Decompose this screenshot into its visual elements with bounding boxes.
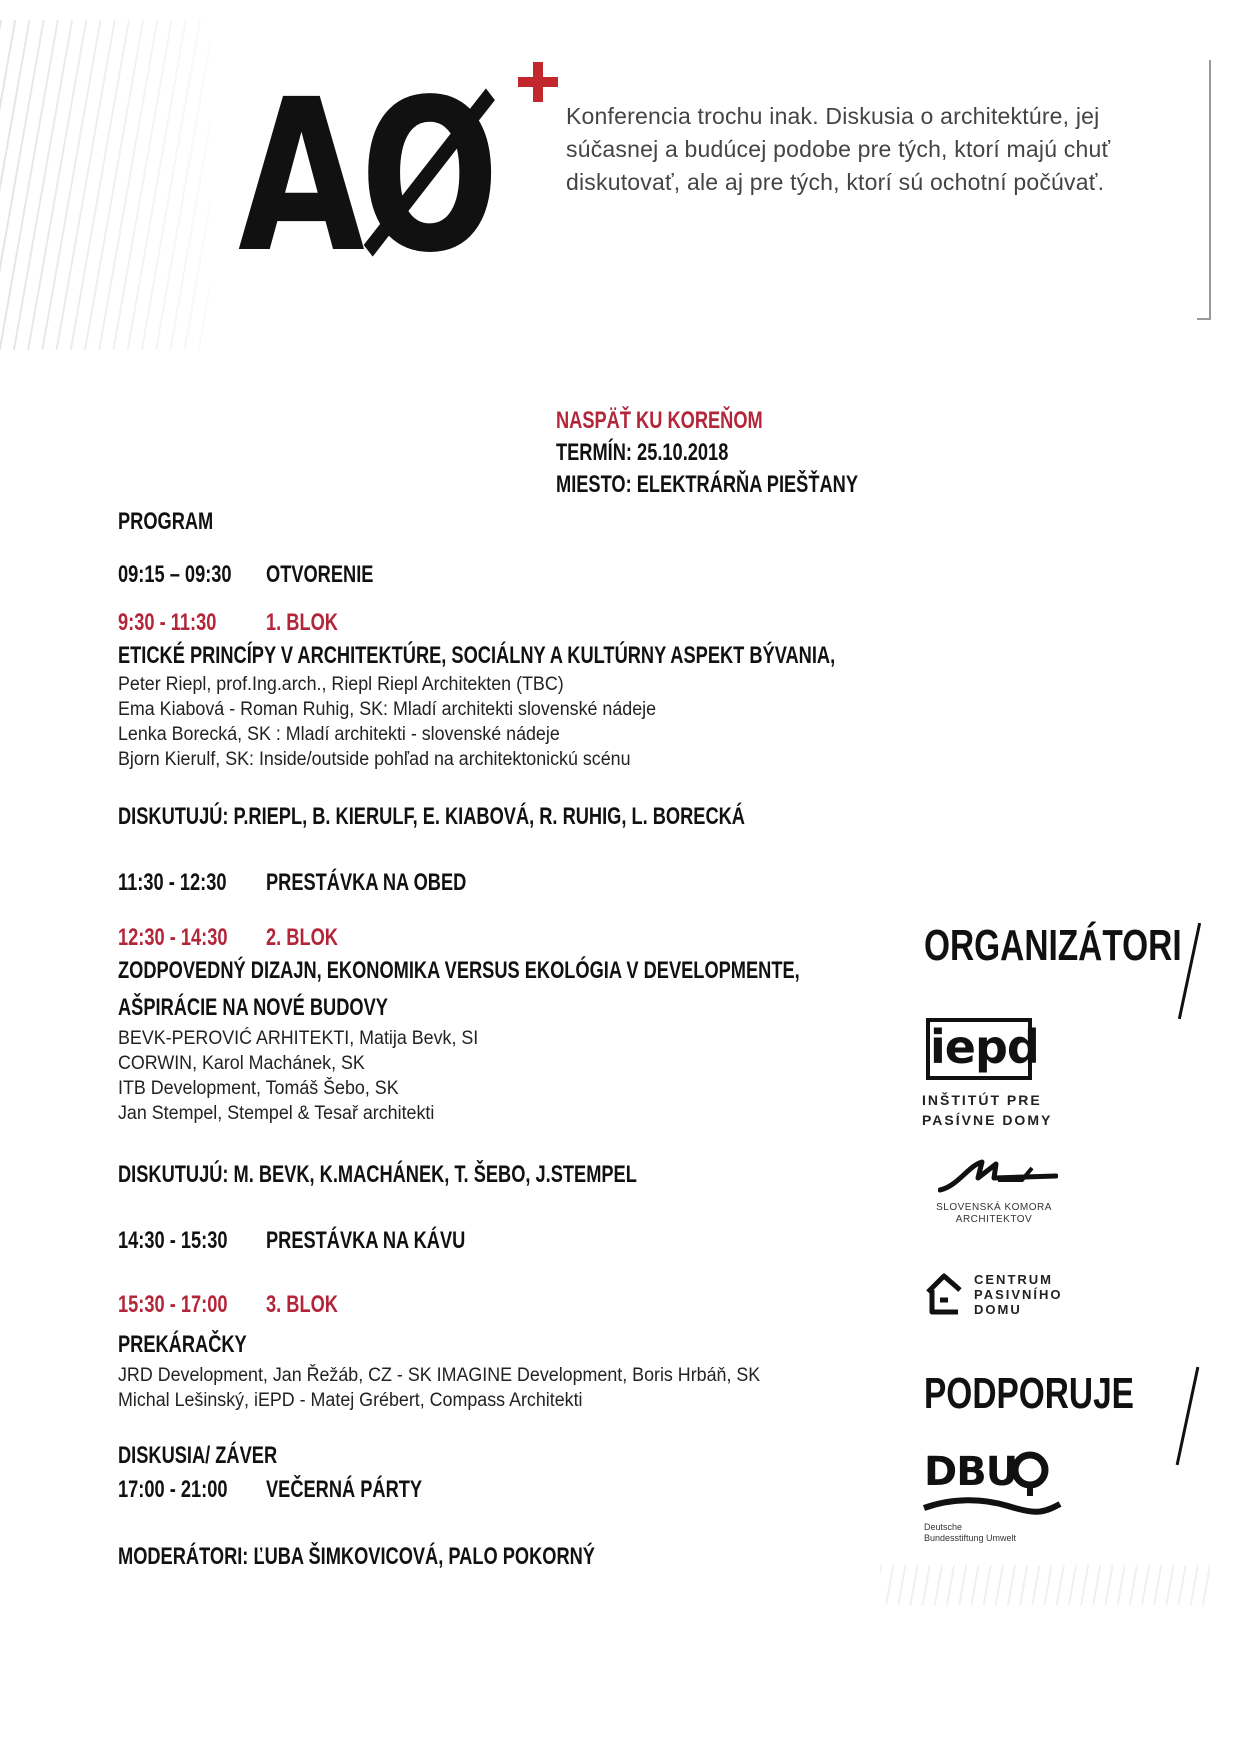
coffee-time: 14:30 - 15:30 <box>118 1227 228 1254</box>
block3-title: PREKÁRAČKY <box>118 1331 247 1358</box>
block1-time: 9:30 - 11:30 <box>118 609 217 636</box>
organizers-heading: ORGANIZÁTORI <box>924 921 1182 970</box>
iepd-caption: INŠTITÚT PRE PASÍVNE DOMY <box>922 1092 1053 1128</box>
block2-speaker: BEVK-PEROVIĆ ARHITEKTI, Matija Bevk, SI <box>118 1028 479 1049</box>
plus-icon <box>518 62 558 102</box>
program-heading: PROGRAM <box>118 508 214 535</box>
block2-time: 12:30 - 14:30 <box>118 924 228 951</box>
block2-speaker: Jan Stempel, Stempel & Tesař architekti <box>118 1103 435 1124</box>
block3-time: 15:30 - 17:00 <box>118 1291 228 1318</box>
lunch-label: PRESTÁVKA NA OBED <box>266 869 467 896</box>
decorative-hatch-bottom <box>880 1565 1210 1605</box>
block1-speaker: Ema Kiabová - Roman Ruhig, SK: Mladí architekti slovenské nádeje <box>118 699 657 720</box>
block1-speaker: Peter Riepl, prof.Ing.arch., Riepl Riepl Architekten (TBC) <box>118 674 564 695</box>
block3-label: 3. BLOK <box>266 1291 338 1318</box>
dbu-ring-icon <box>1008 1450 1058 1530</box>
opening-time: 09:15 – 09:30 <box>118 561 232 588</box>
iepd-logo: iepd <box>926 1018 1032 1080</box>
support-heading: PODPORUJE <box>924 1369 1134 1418</box>
opening-label: OTVORENIE <box>266 561 374 588</box>
cpd-house-icon <box>924 1270 964 1316</box>
dbu-wave-icon <box>922 1494 1062 1518</box>
lunch-time: 11:30 - 12:30 <box>118 869 227 896</box>
event-title: NASPÄŤ KU KOREŇOM <box>556 407 763 434</box>
block1-speaker: Bjorn Kierulf, SK: Inside/outside pohľad na architektonickú scénu <box>118 749 631 770</box>
coffee-label: PRESTÁVKA NA KÁVU <box>266 1227 466 1254</box>
moderators: MODERÁTORI: ĽUBA ŠIMKOVICOVÁ, PALO POKORNÝ <box>118 1543 595 1570</box>
block1-title: ETICKÉ PRINCÍPY V ARCHITEKTÚRE, SOCIÁLNY A KULTÚRNY ASPEKT BÝVANIA, <box>118 642 836 669</box>
party-time: 17:00 - 21:00 <box>118 1476 228 1503</box>
block2-speaker: ITB Development, Tomáš Šebo, SK <box>118 1078 399 1099</box>
block2-label: 2. BLOK <box>266 924 338 951</box>
block3-speaker: Michal Lešinský, iEPD - Matej Grébert, Compass Architekti <box>118 1390 583 1411</box>
decorative-hatch <box>0 20 210 350</box>
closing-label: DISKUSIA/ ZÁVER <box>118 1442 278 1469</box>
party-label: VEČERNÁ PÁRTY <box>266 1476 423 1503</box>
bracket-divider <box>1197 60 1211 320</box>
event-place: MIESTO: ELEKTRÁRŇA PIEŠŤANY <box>556 471 858 498</box>
block1-discussants: DISKUTUJÚ: P.RIEPL, B. KIERULF, E. KIABOVÁ, R. RUHIG, L. BORECKÁ <box>118 803 745 830</box>
block1-label: 1. BLOK <box>266 609 338 636</box>
block2-title-line1: ZODPOVEDNÝ DIZAJN, EKONOMIKA VERSUS EKOLÓGIA V DEVELOPMENTE, <box>118 957 800 984</box>
block2-speaker: CORWIN, Karol Machánek, SK <box>118 1053 365 1074</box>
ska-caption: SLOVENSKÁ KOMORA ARCHITEKTOV <box>936 1202 1052 1225</box>
cpd-caption: CENTRUM PASIVNÍHO DOMU <box>974 1272 1063 1317</box>
block2-discussants: DISKUTUJÚ: M. BEVK, K.MACHÁNEK, T. ŠEBO, J.STEMPEL <box>118 1161 637 1188</box>
dbu-logo: DBU <box>924 1449 1018 1495</box>
block2-title-line2: AŠPIRÁCIE NA NOVÉ BUDOVY <box>118 994 388 1021</box>
block3-speaker: JRD Development, Jan Řežáb, CZ - SK IMAGINE Development, Boris Hrbáň, SK <box>118 1365 761 1386</box>
block1-speaker: Lenka Borecká, SK : Mladí architekti - slovenské nádeje <box>118 724 560 745</box>
event-date: TERMÍN: 25.10.2018 <box>556 439 729 466</box>
slash-divider <box>1176 1367 1200 1465</box>
conference-tagline: Konferencia trochu inak. Diskusia o architektúre, jej súčasnej a budúcej podobe pre tých, ktorí majú chuť diskutovať, ale aj pre tých, ktorí sú ochotní počúvať. <box>566 103 1111 195</box>
dbu-caption: Deutsche Bundesstiftung Umwelt <box>924 1522 1017 1543</box>
conference-logo: AØ <box>238 54 495 299</box>
ska-logo <box>938 1156 1058 1200</box>
